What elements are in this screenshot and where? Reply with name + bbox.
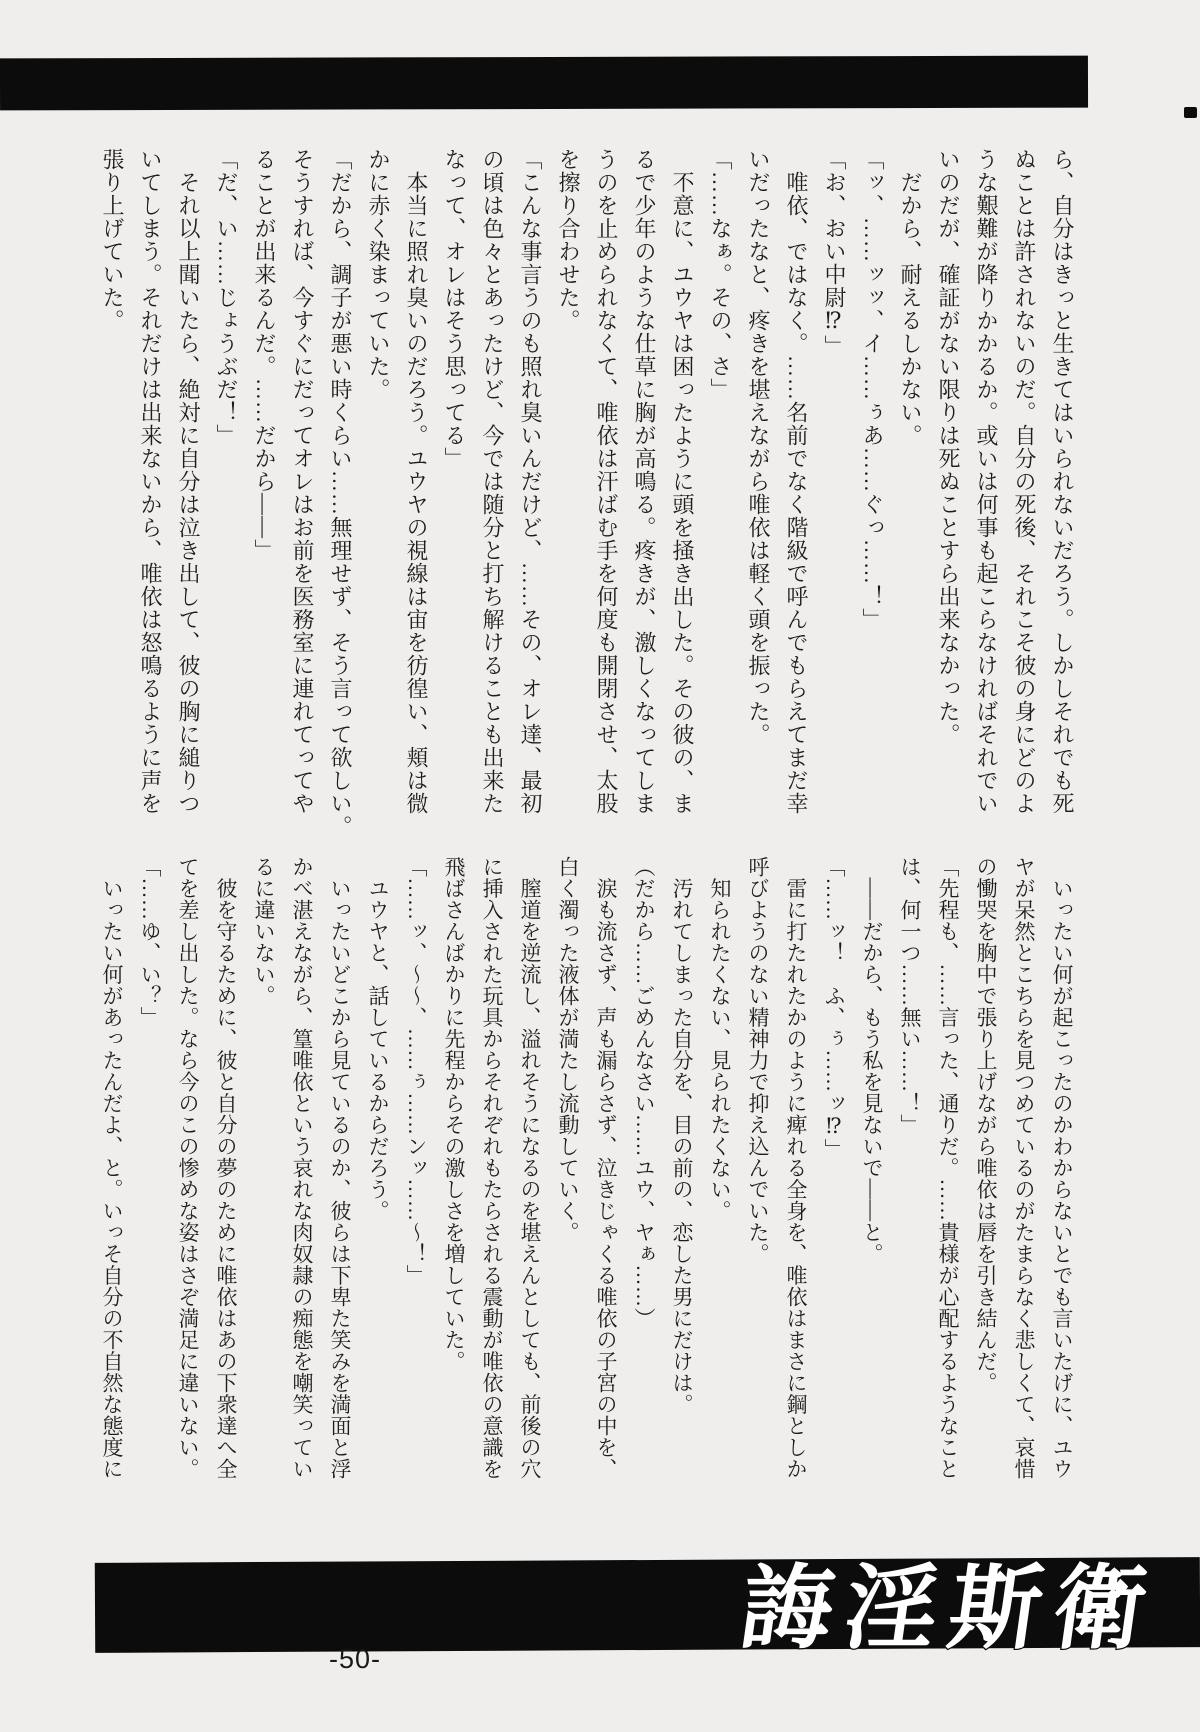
text-column: るに違いない。 [252, 856, 276, 1007]
text-column: 「……ゆ、い？」 [138, 856, 162, 1028]
text-column: の慟哭を胸中で張り上げながら唯依は唇を引き結んだ。 [974, 856, 998, 1394]
text-column: るで少年のような仕草に胸が高鳴る。疼きが、激しくなってしま [632, 148, 657, 815]
text-column: 「お、おい中尉⁉」 [822, 148, 847, 358]
text-column: 涙も流さず、声も漏らさず、泣きじゃくる唯依の子宮の中を、 [594, 856, 618, 1480]
top-banner-bar [0, 56, 1088, 111]
text-column: （だから……ごめんなさい……ユウ、ヤぁ……） [632, 856, 656, 1329]
scan-speck [1184, 107, 1197, 118]
text-column: 張り上げていた。 [100, 148, 125, 332]
text-column: そうすれば、今すぐにだってオレはお前を医務室に連れてってや [290, 148, 315, 815]
text-block-lower [93, 856, 1081, 1504]
text-column: なって、オレはそう思ってる」 [442, 148, 467, 470]
title-art [735, 1515, 1200, 1705]
text-column: を擦り合わせた。 [556, 148, 581, 332]
text-column: てを差し出した。なら今のこの惨めな姿はさぞ満足に違いない。 [176, 856, 200, 1480]
text-column: 「だ、い……じょうぶだ！」 [214, 148, 239, 447]
text-column: ら、自分はきっと生きてはいられないだろう。しかしそれでも死 [1050, 148, 1075, 815]
text-column: だから、耐えるしかない。 [898, 148, 923, 447]
text-column: 「……ッ！ ふ、ぅ……ッ⁉」 [822, 856, 846, 1160]
text-column: 「先程も、……言った、通りだ。……貴様が心配するようなこと [936, 856, 960, 1480]
text-column: いてしまう。それだけは出来ないから、唯依は怒鳴るように声を [138, 148, 163, 815]
text-column: いったいどこから見ているのか、彼らは下卑た笑みを満面と浮 [328, 856, 352, 1480]
text-column: うな艱難が降りかかるか。或いは何事も起こらなければそれでい [974, 148, 999, 815]
text-block-upper [93, 148, 1081, 840]
text-column: ぬことは許されないのだ。自分の死後、それこそ彼の身にどのよ [1012, 148, 1037, 815]
text-column: いったい何が起こったのかわからないとでも言いたげに、ユウ [1050, 856, 1074, 1480]
text-column: は、何一つ……無い……！」 [898, 856, 922, 1136]
page-number: -50- [328, 1644, 381, 1674]
text-column: ヤが呆然とこちらを見つめているのがたまらなく悲しくて、哀惜 [1012, 856, 1036, 1480]
text-column: それ以上聞いたら、絶対に自分は泣き出して、彼の胸に縋りつ [176, 148, 201, 815]
text-column: の頃は色々とあったけど、今では随分と打ち解けることも出来た [480, 148, 505, 815]
text-column: 飛ばさんばかりに先程からその激しさを増していた。 [442, 856, 466, 1372]
text-column: 不意に、ユウヤは困ったように頭を掻き出した。その彼の、ま [670, 148, 695, 815]
text-column: ——だから、もう私を見ないで——と。 [860, 856, 884, 1265]
text-column: 呼びようのない精神力で抑え込んでいた。 [746, 856, 770, 1265]
text-column: かべ湛えながら、篁唯依という哀れな肉奴隷の痴態を嘲笑ってい [290, 856, 314, 1480]
text-column: 「……なぁ。その、さ」 [708, 148, 733, 401]
text-column: 白く濁った液体が満たし流動していく。 [556, 856, 580, 1243]
title-art-text: 誨淫斯衛 [734, 1558, 1165, 1660]
text-column: かに赤く染まっていた。 [366, 148, 391, 401]
text-column: ユウヤと、話しているからだろう。 [366, 856, 390, 1222]
text-column: 「だから、調子が悪い時くらい……無理せず、そう言って欲しい。 [328, 148, 353, 838]
text-column: 「……ッ、～～、……ぅ……ンッ……～！」 [404, 856, 428, 1286]
text-column: いだったなと、疼きを堪えながら唯依は軽く頭を振った。 [746, 148, 771, 746]
text-column: ることが出来るんだ。……だから——」 [252, 148, 277, 562]
text-column: 「ッ、……ッッ、イ……ぅあ……ぐっ……！」 [860, 148, 885, 631]
text-column: に挿入された玩具からそれぞれもたらされる震動が唯依の意識を [480, 856, 504, 1480]
text-column: 唯依、ではなく。……名前でなく階級で呼んでもらえてまだ幸 [784, 148, 809, 815]
text-column: うのを止められなくて、唯依は汗ばむ手を何度も開閉させ、太股 [594, 148, 619, 815]
text-column: 彼を守るために、彼と自分の夢のために唯依はあの下衆達へ全 [214, 856, 238, 1480]
text-column: いのだが、確証がない限りは死ぬことすら出来なかった。 [936, 148, 961, 746]
text-column: 知られたくない、見られたくない。 [708, 856, 732, 1222]
text-column: いったい何があったんだよ、と。いっそ自分の不自然な態度に [100, 856, 124, 1480]
text-column: 汚れてしまった自分を、目の前の、恋した男にだけは。 [670, 856, 694, 1415]
text-column: 雷に打たれたかのように痺れる全身を、唯依はまさに鋼としか [784, 856, 808, 1480]
text-column: 膣道を逆流し、溢れそうになるのを堪えんとしても、前後の穴 [518, 856, 542, 1480]
text-column: 本当に照れ臭いのだろう。ユウヤの視線は宙を彷徨い、頬は微 [404, 148, 429, 815]
text-column: 「こんな事言うのも照れ臭いんだけど、……その、オレ達、最初 [518, 148, 543, 815]
